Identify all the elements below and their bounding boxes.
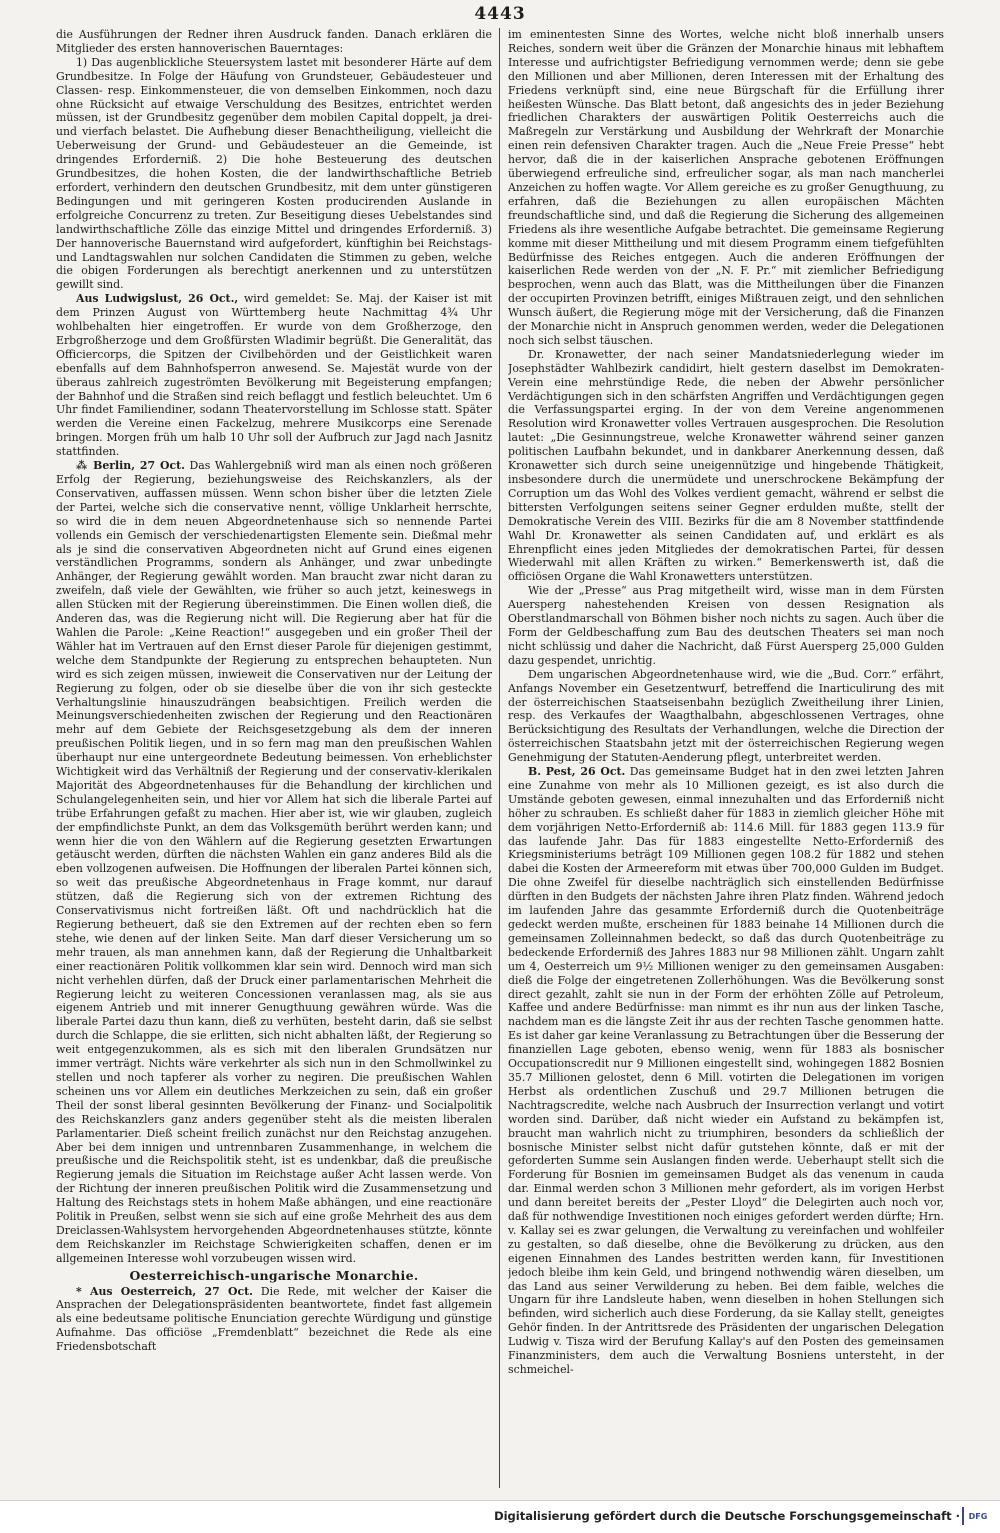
paragraph: Dr. Kronawetter, der nach seiner Mandatsniederlegung wieder im Josephstädter Wahlbezirk candidirt, hielt gestern daselbst im Demokraten-Verein eine mehrstündige Rede, die neben der Abwehr persönlicher Verdächtigungen sich in den schärfsten Angriffen und Verdächtigungen gegen die Verfassungspartei erging. In der von dem Vereine angenommenen Resolution wird Kronawetter volles Vertrauen ausgesprochen. Die Resolution lautet: „Die Gesinnungstreue, welche Kronawetter während seiner ganzen politischen Laufbahn bekundet, und in dankbarer Anerkennung dessen, daß Kronawetter sich durch seine uneigennützige und hingebende Thätigkeit, insbesondere durch die unermüdete und unerschrockene Bekämpfung der Corruption um das Wohl des Volkes verdient gemacht, während er selbst die bittersten Verfolgungen seitens seiner Gegner erdulden mußte, stellt der Demokratische Verein des VIII. Bezirks für die am 8 November stattfindende Wahl Dr. Kronawetter als seinen Candidaten auf, und erklärt es als Ehrenpflicht eines jeden Mitgliedes der demokratischen Partei, für dessen Wiederwahl mit allen Kräften zu wirken.“ Bemerkenswerth ist, daß die officiösen Organe die Wahl Kronawetters unterstützen. bbox=[508, 347, 944, 584]
paragraph: die Ausführungen der Redner ihren Ausdruck fanden. Danach erklären die Mitglieder des ersten hannoverischen Bauerntages: bbox=[56, 28, 492, 55]
section-heading: Oesterreichisch-ungarische Monarchie. bbox=[129, 1267, 419, 1283]
article-text: Das gemeinsame Budget hat in den zwei letzten Jahren eine Zunahme von mehr als 10 Millionen gezeigt, es ist also durch die Umstände geboten gewesen, einmal innezuhalten und das Erforderniß nicht höher zu schrauben. Es schließt daher für 1883 in ziemlich gleicher Höhe mit dem vorjährigen Netto-Erforderniß ab: 114.6 Mill. für 1883 gegen 113.9 für das laufende Jahr. Das für 1883 eingestellte Netto-Erforderniß des Kriegsministeriums beträgt 109 Millionen gegen 108.2 für 1882 und stehen dabei die Kosten der Armeereform mit etwas über 700,000 Gulden im Budget. Die ohne Zweifel für dieselbe nachträglich sich einstellenden Bedürfnisse dürften in den Budgets der nächsten Jahre ihren Platz finden. Während jedoch im laufenden Jahre das gesammte Erforderniß durch die Quotenbeiträge gedeckt werden mußte, erscheinen für 1883 beinahe 14 Millionen durch die gemeinsamen Zolleinnahmen bedeckt, so daß das durch Quotenbeiträge zu bedeckende Erforderniß des Jahres 1883 nur 98 Millionen zählt. Ungarn zahlt um 4, Oesterreich um 9½ Millionen weniger zu den gemeinsamen Ausgaben: dieß die Folge der eingetretenen Zollerhöhungen. Was die Bevölkerung sonst direct gezahlt, zahlt sie nun in der Form der erhöhten Zölle auf Petroleum, Kaffee und andere Bedürfnisse: man nimmt es ihr nun aus der linken Tasche, nachdem man es die längste Zeit ihr aus der rechten Tasche genommen hatte. Es ist daher gar keine Veranlassung zu Betrachtungen über die Besserung der finanziellen Lage geboten, ebenso wenig, wenn für 1883 als bosnischer Occupationscredit nur 9 Millionen eingestellt sind, wohingegen 1882 Bosnien 35.7 Millionen gelostet, denn 6 Mill. votirten die Delegationen im vorigen Herbst als ordentlichen Zuschuß und 29.7 Millionen betrugen die Nachtragscredite, welche nach Ausbruch der Insurrection verlangt und votirt worden sind. Darüber, daß nicht wieder ein Aufstand zu bekämpfen ist, braucht man wahrlich nicht zu triumphiren, besonders da schließlich der bosnische Minister selbst nicht dafür gutstehen könnte, daß er mit der geforderten Summe sein Auslangen finden werde. Ueberhaupt stellt sich die Forderung für Bosnien im gemeinsamen Budget als das venenum in cauda dar. Einmal werden schon 3 Millionen mehr gefordert, als im vorigen Herbst und dann bereitet bereits der „Pester Lloyd“ die Delegirten auch noch vor, daß für nothwendige Investitionen noch einiges gefordert werden dürfte; Hrn. v. Kallay sei es zwar gelungen, die Verwaltung zu vereinfachen und wohlfeiler zu gestalten, so daß dieselbe, ohne die Bevölkerung zu drücken, aus den eigenen Einnahmen des Landes bestritten werden kann, für Investitionen jedoch bleibe ihm kein Geld, und bringend nothwendig wären dieselben, um das Land aus seiner Verwilderung zu heben. Bei dem faible, welches die Ungarn für ihre Landsleute haben, wenn dieselben in hohen Stellungen sich befinden, wird sicherlich auch diese Forderung, da sie Kallay stellt, geneigtes Gehör finden. In der Antrittsrede des Präsidenten der ungarischen Delegation Ludwig v. Tisza wird der Berufung Kallay's auf den Posten des gemeinsamen Finanzministers, dem auch die Verwaltung Bosniens untersteht, in der schmeichel- bbox=[508, 765, 944, 1376]
dateline: B. Pest, 26 Oct. bbox=[528, 765, 626, 779]
article-berlin bbox=[56, 459, 492, 1266]
article-text: wird gemeldet: Se. Maj. der Kaiser ist mit dem Prinzen August von Württemberg heute Nachmittag 4¾ Uhr wohlbehalten hier eingetroffen. Er wurde von dem Großherzoge, den Erbgroßherzoge und dem Großfürsten Wladimir begrüßt. Die Generalität, das Officiercorps, die Spitzen der Civilbehörden und der Geistlichkeit waren ebenfalls auf dem Bahnhofsperron anwesend. Se. Majestät wurde von der überaus zahlreich zugeströmten Bevölkerung mit Begeisterung empfangen; der Bahnhof und die Straßen sind reich beflaggt und festlich beleuchtet. Um 6 Uhr findet Familiendiner, sodann Theatervorstellung im Schlosse statt. Später werden die Vereine einen Fackelzug, mehrere Musikcorps eine Serenade bringen. Morgen früh um halb 10 Uhr soll der Aufbruch zur Jagd nach Jasnitz stattfinden. bbox=[56, 292, 492, 459]
funding-note: Digitalisierung gefördert durch die Deutsche Forschungsgemeinschaft · bbox=[494, 1509, 960, 1523]
paragraph: Wie der „Presse“ aus Prag mitgetheilt wird, wisse man in dem Fürsten Auersperg nahestehenden Kreisen von dessen Resignation als Oberstlandmarschall von Böhmen bisher noch nichts zu sagen. Auch über die Form der Geldbeschaffung zum Bau des deutschen Theaters sei man noch nicht schlüssig und daher die Nachricht, daß Fürst Auersperg 25,000 Gulden dazu gespendet, unrichtig. bbox=[508, 584, 944, 667]
column-rule bbox=[499, 28, 500, 1488]
paragraph: Dem ungarischen Abgeordnetenhause wird, wie die „Bud. Corr.“ erfährt, Anfangs November ein Gesetzentwurf, betreffend die Inarticulirung des mit der österreichischen Staatseisenbahn bezüglich Zweitheilung ihrer Linien, resp. des Verkaufes der Waagthalbahn, abgeschlossenen Vertrages, ohne Berücksichtigung des Resultats der Verhandlungen, welche die Direction der österreichischen Staatsbahn jetzt mit der österreichischen Regierung wegen Genehmigung der Statuten-Aenderung pflegt, unterbreitet werden. bbox=[508, 667, 944, 765]
paragraph: 1) Das augenblickliche Steuersystem lastet mit besonderer Härte auf dem Grundbesitze. In Folge der Häufung von Grundsteuer, Gebäudesteuer und Classen- resp. Einkommensteuer, die von demselben Einkommen, noch dazu ohne Rücksicht auf etwaige Verschuldung des Besitzes, entrichtet werden müssen, ist der Grundbesitz gegenüber dem mobilen Capital doppelt, ja drei- und vierfach belastet. Die Aufhebung dieser Benachtheiligung, vielleicht die Ueberweisung der Grund- und Gebäudesteuer an die Gemeinde, ist dringendes Erforderniß. 2) Die hohe Besteuerung des deutschen Grundbesitzes, die hohen Kosten, die der landwirthschaftliche Betrieb erfordert, verhindern den deutschen Grundbesitz, mit dem unter günstigeren Bedingungen und mit geringeren Kosten producirenden Auslande in erfolgreiche Concurrenz zu treten. Zur Beseitigung dieses Uebelstandes sind landwirthschaftliche Zölle das einzige Mittel und dringendes Erforderniß. 3) Der hannoverische Bauernstand wird aufgefordert, künftighin bei Reichstags- und Landtagswahlen nur solchen Candidaten die Stimmen zu geben, welche die obigen Forderungen als berechtigt anerkennen und zu unterstützen gewillt sind. bbox=[56, 55, 492, 292]
left-column bbox=[56, 28, 492, 1488]
right-column bbox=[508, 28, 944, 1488]
paragraph: im eminentesten Sinne des Wortes, welche nicht bloß innerhalb unsers Reiches, sondern weit über die Gränzen der Monarchie hinaus mit lebhaftem Interesse und aufrichtigster Befriedigung vernommen werde; denn sie gebe den Millionen und aber Millionen, deren Interessen mit der Erhaltung des Friedens verknüpft sind, eine neue Bürgschaft für die Erfüllung ihrer heißesten Wünsche. Das Blatt betont, daß angesichts des in jeder Beziehung friedlichen Charakters der auswärtigen Politik Oesterreichs auch die Maßregeln zur Verstärkung und Ausbildung der Wehrkraft der Monarchie einen rein defensiven Charakter tragen. Auch die „Neue Freie Presse“ hebt hervor, daß die in der kaiserlichen Ansprache gebotenen Eröffnungen überwiegend erfreuliche sind, erfreulicher sogar, als man nach mancherlei Anzeichen zu hoffen wagte. Vor Allem gereiche es zu großer Genugthuung, zu erfahren, daß die Beziehungen zu allen europäischen Mächten freundschaftliche sind, und daß die Regierung die Sicherung des allgemeinen Friedens als ihre wesentliche Aufgabe betrachtet. Die gemeinsame Regierung komme mit dieser Mittheilung und mit diesem Programm einem tiefgefühlten Bedürfnisse des Reiches entgegen. Auch die anderen Eröffnungen der kaiserlichen Rede werden von der „N. F. Pr.“ mit ziemlicher Befriedigung besprochen, wenn auch das Blatt, was die Mittheilungen über die Finanzen der occupirten Provinzen betrifft, einiges Mißtrauen zeigt, und den sehnlichen Wunsch äußert, die Regierung möge mit der Versicherung, daß die Finanzen der Monarchie nicht in Anspruch genommen werden, weder die Delegationen noch sich selbst täuschen. bbox=[508, 28, 944, 347]
article-pest bbox=[508, 765, 944, 1377]
dateline: * Aus Oesterreich, 27 Oct. bbox=[76, 1284, 253, 1298]
article-text: Die Rede, mit welcher der Kaiser die Ansprachen der Delegationspräsidenten beantwortete, findet fast allgemein als eine bedeutsame politische Enunciation gerechte Würdigung und günstige Aufnahme. Das officiöse „Fremdenblatt“ bezeichnet die Rede als eine Friedensbotschaft bbox=[56, 1284, 492, 1354]
article-oesterreich bbox=[56, 1285, 492, 1355]
dateline: Aus Ludwigslust, 26 Oct., bbox=[76, 292, 239, 306]
footer-bar bbox=[0, 1500, 1000, 1533]
article-text: Das Wahlergebniß wird man als einen noch größeren Erfolg der Regierung, beziehungsweise des Reichskanzlers, als der Conservativen, auffassen müssen. Wenn schon bisher über die letzten Ziele der Partei, welche sich die conservative nennt, völlige Unklarheit herrschte, so wird die in dem neuen Abgeordnetenhause sich so nennende Partei vollends ein Gemisch der verschiedenartigsten Elemente sein. Dießmal mehr als je sind die conservativen Abgeordneten nicht auf Grund eines eigenen verständlichen Programms, sondern als Anhänger, und zwar unbedingte Anhänger, der Regierung gewählt worden. Man braucht zwar nicht daran zu zweifeln, daß viele der Gewählten, wie früher so auch jetzt, keineswegs in allen Stücken mit der Regierung übereinstimmen. Die Einen wollen dieß, die Anderen das, was die Regierung nicht will. Die Regierung aber hat für die Wahlen die Parole: „Keine Reaction!“ ausgegeben und ein großer Theil der Wähler hat im Vertrauen auf den Ernst dieser Parole für diejenigen gestimmt, welche dem Standpunkte der Regierung zu entsprechen behaupteten. Nun wird es sich zeigen müssen, inwieweit die Conservativen nur der Leitung der Regierung zu folgen, oder ob sie dieselbe über die von ihr sich gesteckte Verhaltungslinie hinauszudrängen beabsichtigen. Freilich werden die Meinungsverschiedenheiten zwischen der Regierung und den Reactionären mehr auf dem Gebiete der Reichsgesetzgebung als dem der inneren preußischen Politik liegen, und in so fern mag man den preußischen Wahlen überhaupt nur eine untergeordnete Bedeutung beimessen. Von erheblichster Wichtigkeit wird das Verhältniß der Regierung und der conservativ-klerikalen Majorität des Abgeordnetenhauses für die Behandlung der kirchlichen und Schulangelegenheiten sein, und hier vor Allem hat sich die liberale Partei auf trübe Erfahrungen gefaßt zu machen. Hier aber ist, wie wir glauben, zugleich der empfindlichste Punkt, an dem das Volksgemüth berührt werden kann; und wenn hier die von den Wählern auf die Regierung gesetzten Erwartungen getäuscht werden, dürften die nächsten Wahlen ein ganz anderes Bild als die eben vollzogenen aufweisen. Die Hoffnungen der liberalen Partei können sich, so weit das preußische Abgeordnetenhaus in Frage kommt, nur darauf stützen, daß die Regierung sich von der extremen Richtung des Conservativismus nicht fortreißen läßt. Oft und nachdrücklich hat die Regierung betheuert, daß sie den Extremen auf der rechten eben so fern stehe, wie denen auf der linken Seite. Man darf dieser Versicherung um so mehr trauen, als man annehmen kann, daß der Regierung die Unhaltbarkeit einer reactionären Politik vollkommen klar sein wird. Dennoch wird man sich nicht verhehlen dürfen, daß der Druck einer parlamentarischen Mehrheit die Regierung leicht zu weiteren Concessionen veranlassen mag, als sie aus eigenem Antrieb und mit innerer Genugthuung gewähren würde. Was die liberale Partei dazu thun kann, dieß zu verhüten, besteht darin, daß sie selbst durch die Schlappe, die sie erlitten, sich nicht abhalten läßt, der Regierung so weit entgegenzukommen, als es sich mit den liberalen Grundsätzen nur immer verträgt. Nichts wäre verkehrter als sich nun in den Schmollwinkel zu stellen und noch tapferer als vorher zu negiren. Die preußischen Wahlen scheinen uns vor Allem ein deutliches Merkzeichen zu sein, daß ein großer Theil der sonst liberal gesinnten Bevölkerung der Finanz- und Socialpolitik des Reichskanzlers ganz anders gegenüber steht als die meisten liberalen Parlamentarier. Dieß scheint freilich zunächst nur den Reichstag anzugehen. Aber bei dem innigen und untrennbaren Zusammenhange, in welchem die preußische und die Reichspolitik steht, ist es undenkbar, daß die preußische Regierung jemals die Situation im Reichstage außer Acht lassen werde. Von der Richtung der inneren preußischen Politik wird die Zusammensetzung und Haltung des Reichstags stets in hohem Maße abhängen, und eine reactionäre Politik in Preußen, selbst wenn sie sich auf eine große Mehrheit des aus dem Dreiclassen-Wahlsystem hervorgehenden Abgeordnetenhauses stützte, könnte dem Reichskanzler im Reichstage Schwierigkeiten schaffen, denen er im allgemeinen Interesse wohl vorzubeugen wissen wird. bbox=[56, 459, 492, 1265]
page-number: 4443 bbox=[474, 4, 526, 24]
article-ludwigslust bbox=[56, 292, 492, 459]
dfg-logo-icon: DFG bbox=[962, 1507, 992, 1525]
dateline: ⁂ Berlin, 27 Oct. bbox=[76, 459, 185, 473]
